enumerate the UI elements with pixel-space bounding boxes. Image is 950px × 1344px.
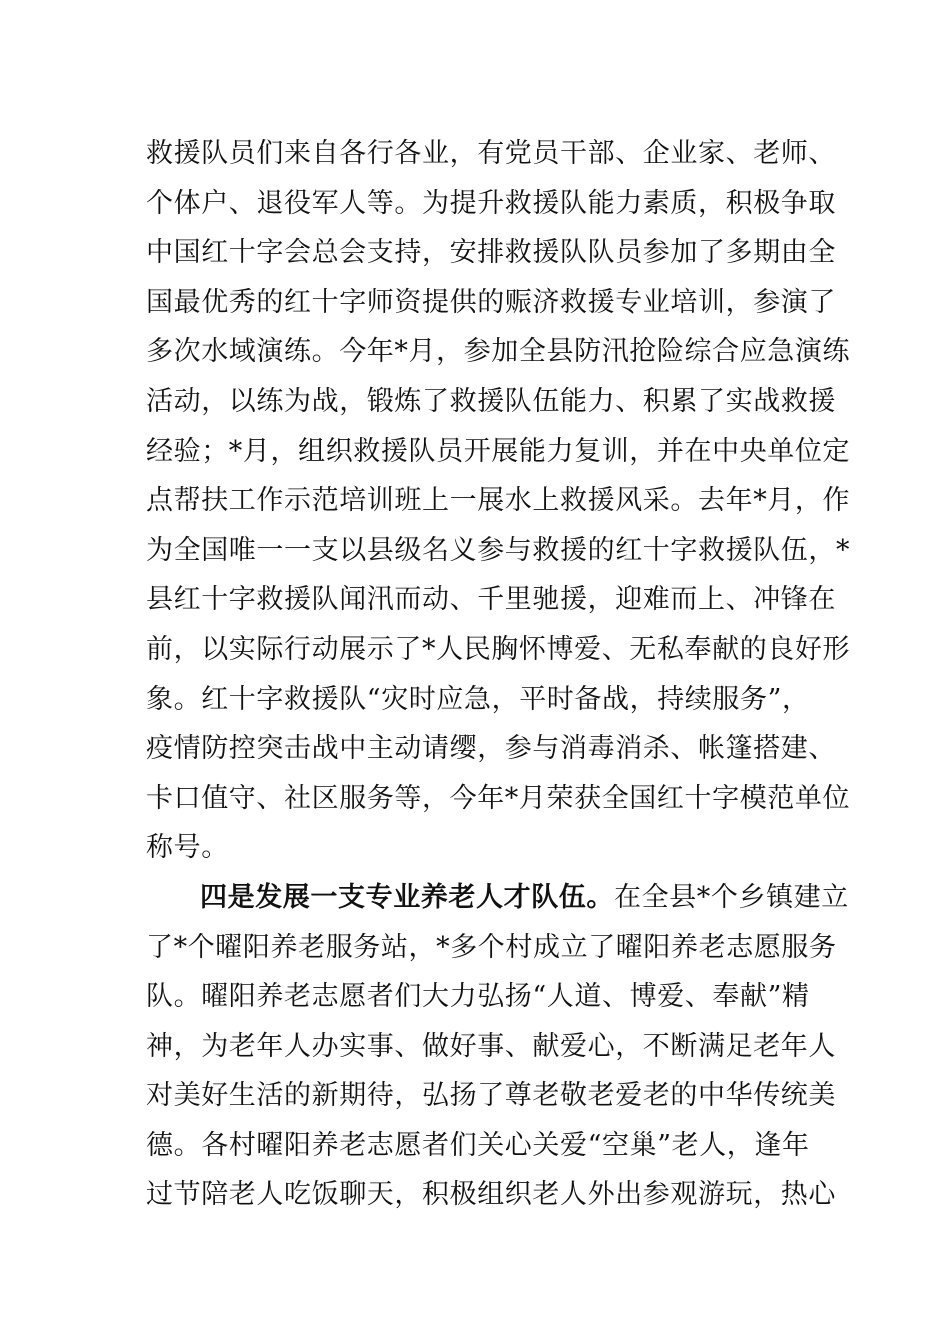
text-line: 个体户、退役军人等。为提升救援队能力素质，积极争取 bbox=[146, 187, 836, 219]
text-line: 多次水域演练。今年*月，参加全县防汛抢险综合应急演练 bbox=[146, 336, 851, 368]
text-line: 称号。 bbox=[146, 832, 229, 864]
text-line: 了*个曜阳养老服务站，*多个村成立了曜阳养老志愿服务 bbox=[146, 931, 837, 963]
text-line: 过节陪老人吃饭聊天，积极组织老人外出参观游玩，热心 bbox=[146, 1179, 836, 1211]
text-line: 活动，以练为战，锻炼了救援队伍能力、积累了实战救援 bbox=[146, 385, 836, 417]
text-line: 神，为老年人办实事、做好事、献爱心，不断满足老年人 bbox=[146, 1030, 836, 1062]
text-line: 救援队员们来自各行各业，有党员干部、企业家、老师、 bbox=[146, 138, 836, 169]
text-line: 为全国唯一一支以县级名义参与救援的红十字救援队伍，* bbox=[146, 534, 851, 566]
text-line: 疫情防控突击战中主动请缨，参与消毒消杀、帐篷搭建、 bbox=[146, 733, 836, 765]
text-line: 中国红十字会总会支持，安排救援队队员参加了多期由全 bbox=[146, 237, 836, 269]
paragraph-first-line bbox=[146, 873, 849, 923]
text-line: 县红十字救援队闻汛而动、千里驰援，迎难而上、冲锋在 bbox=[146, 584, 836, 616]
text-line: 卡口值守、社区服务等，今年*月荣获全国红十字模范单位 bbox=[146, 782, 851, 814]
text-run: 在全县*个乡镇建立 bbox=[614, 881, 849, 913]
text-line: 队。曜阳养老志愿者们大力弘扬“人道、博爱、奉献”精 bbox=[146, 981, 810, 1013]
text-line: 点帮扶工作示范培训班上一展水上救援风采。去年*月，作 bbox=[146, 485, 851, 517]
text-line: 前，以实际行动展示了*人民胸怀博爱、无私奉献的良好形 bbox=[146, 633, 851, 665]
text-line: 德。各村曜阳养老志愿者们关心关爱“空巢”老人，逢年 bbox=[146, 1129, 810, 1161]
paragraph-rescue-team bbox=[146, 129, 851, 873]
document-body bbox=[146, 129, 851, 1220]
paragraph-elderly-care bbox=[146, 873, 849, 1220]
text-line: 对美好生活的新期待，弘扬了尊老敬老爱老的中华传统美 bbox=[146, 1080, 836, 1112]
text-line: 经验；*月，组织救援队员开展能力复训，并在中央单位定 bbox=[146, 435, 851, 467]
text-line: 象。红十字救援队“灾时应急，平时备战，持续服务”， bbox=[146, 683, 810, 715]
text-line: 国最优秀的红十字师资提供的赈济救援专业培训，参演了 bbox=[146, 286, 836, 318]
section-heading: 四是发展一支专业养老人才队伍。 bbox=[200, 881, 614, 913]
